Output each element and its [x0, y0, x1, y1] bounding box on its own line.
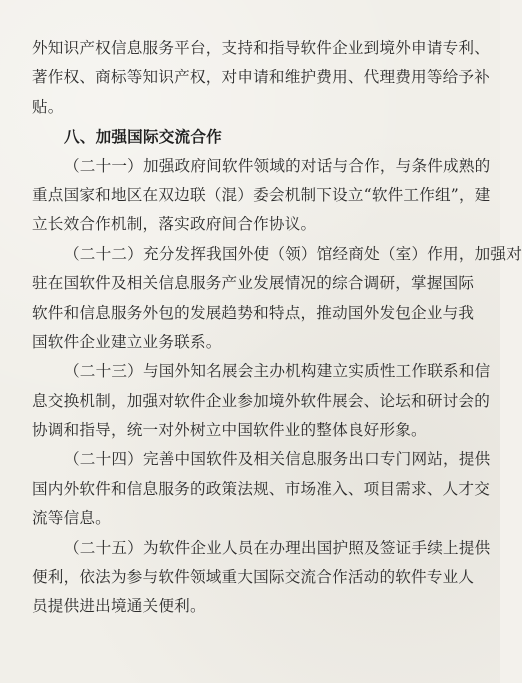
paragraph-line: 驻在国软件及相关信息服务产业发展情况的综合调研，掌握国际 — [32, 274, 475, 293]
section-heading: 八、加强国际交流合作 — [64, 127, 222, 147]
paragraph-line: 员提供进出境通关便利。 — [32, 597, 206, 616]
paragraph-line: 国软件企业建立业务联系。 — [32, 332, 222, 351]
paragraph-line: 国内外软件和信息服务的政策法规、市场准入、项目需求、人才交 — [32, 479, 491, 498]
paragraph-line: （二十一）加强政府间软件领域的对话与合作，与条件成熟的 — [64, 156, 491, 175]
paragraph-line: 重点国家和地区在双边联（混）委会机制下设立“软件工作组”，建 — [32, 185, 491, 204]
paragraph-line: 立长效合作机制，落实政府间合作协议。 — [32, 215, 317, 234]
paragraph-line: （二十五）为软件企业人员在办理出国护照及签证手续上提供 — [64, 538, 491, 557]
paragraph-line: （二十二）充分发挥我国外使（领）馆经商处（室）作用，加强对 — [64, 244, 522, 263]
paragraph-line: 著作权、商标等知识产权，对申请和维护费用、代理费用等给予补 — [32, 68, 491, 87]
paragraph-line: 协调和指导，统一对外树立中国软件业的整体良好形象。 — [32, 421, 427, 440]
paragraph-line: 外知识产权信息服务平台，支持和指导软件企业到境外申请专利、 — [32, 39, 491, 57]
paragraph-line: 便利，依法为参与软件领域重大国际交流合作活动的软件专业人 — [32, 568, 475, 587]
paragraph-line: 贴。 — [32, 97, 64, 116]
paragraph-line: （二十三）与国外知名展会主办机构建立实质性工作联系和信 — [64, 362, 491, 381]
paragraph-line: （二十四）完善中国软件及相关信息服务出口专门网站，提供 — [64, 450, 491, 469]
paragraph-line: 息交换机制，加强对软件企业参加境外软件展会、论坛和研讨会的 — [32, 391, 491, 410]
paragraph-line: 软件和信息服务外包的发展趋势和特点，推动国外发包企业与我 — [32, 303, 475, 322]
paragraph-line: 流等信息。 — [32, 509, 111, 528]
